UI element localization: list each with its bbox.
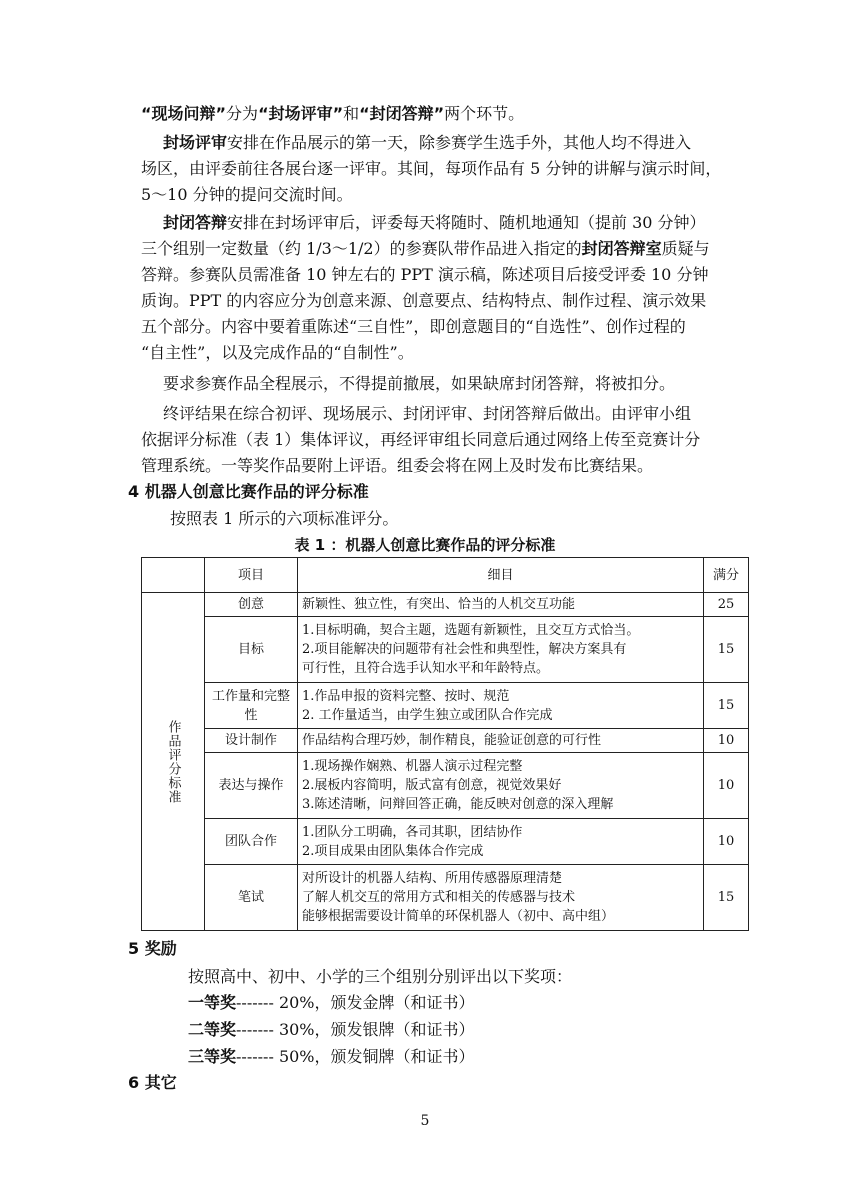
paragraph-3-line-2: 三个组别一定数量（约 1/3～1/2）的参赛队带作品进入指定的封闭答辩室质疑与 — [141, 239, 710, 258]
row-detail: 作品结构合理巧妙，制作精良，能验证创意的可行性 — [298, 729, 704, 753]
table-header-row — [142, 558, 749, 593]
paragraph-1: “现场问辩”分为“封场评审”和“封闭答辩”两个环节。 — [141, 104, 525, 123]
paragraph-5-line-1: 终评结果在综合初评、现场展示、封闭评审、封闭答辩后做出。由评审小组 — [163, 404, 692, 423]
row-item: 团队合作 — [205, 819, 298, 865]
award-second: 二等奖------- 30%，颁发银牌（和证书） — [188, 1020, 475, 1039]
paragraph-3-line-3: 答辩。参赛队员需准备 10 钟左右的 PPT 演示稿，陈述项目后接受评委 10 分钟 — [141, 265, 709, 284]
row-score: 25 — [704, 593, 749, 617]
row-score: 10 — [704, 819, 749, 865]
row-score: 15 — [704, 865, 749, 931]
award-third: 三等奖------- 50%，颁发铜牌（和证书） — [188, 1047, 475, 1066]
scoring-table — [141, 557, 749, 931]
section-6-heading: 6 其它 — [128, 1073, 177, 1092]
paragraph-2-line-2: 场区，由评委前往各展台逐一评审。其间，每项作品有 5 分钟的讲解与演示时间， — [141, 159, 722, 178]
row-detail: 1.目标明确，契合主题，选题有新颖性，且交互方式恰当。 2.项目能解决的问题带有社会性和典型性，解决方案具有 可行性，且符合选手认知水平和年龄特点。 — [298, 617, 704, 683]
paragraph-3-line-1: 封闭答辩安排在封场评审后，评委每天将随时、随机地通知（提前 30 分钟） — [163, 213, 706, 232]
header-detail: 细目 — [298, 558, 704, 593]
section-5-intro: 按照高中、初中、小学的三个组别分别评出以下奖项： — [188, 967, 573, 986]
header-score: 满分 — [704, 558, 749, 593]
row-item: 设计制作 — [205, 729, 298, 753]
award-first: 一等奖------- 20%，颁发金牌（和证书） — [188, 993, 475, 1012]
row-score: 15 — [704, 683, 749, 729]
paragraph-3-line-5: 五个部分。内容中要着重陈述“三自性”，即创意题目的“自选性”、创作过程的 — [141, 317, 686, 336]
section-4-intro: 按照表 1 所示的六项标准评分。 — [170, 509, 399, 528]
row-score: 15 — [704, 617, 749, 683]
table-row — [142, 819, 749, 865]
table-caption: 表 1 ：机器人创意比赛作品的评分标准 — [294, 536, 556, 554]
paragraph-3-line-6: “自主性”，以及完成作品的“自制性”。 — [141, 343, 414, 362]
header-blank — [142, 558, 205, 593]
row-item: 表达与操作 — [205, 753, 298, 819]
header-item: 项目 — [205, 558, 298, 593]
table-row — [142, 593, 749, 617]
row-detail: 1.现场操作娴熟、机器人演示过程完整 2.展板内容简明，版式富有创意，视觉效果好 3.陈述清晰，问辩回答正确，能反映对创意的深入理解 — [298, 753, 704, 819]
row-item: 工作量和完整性 — [205, 683, 298, 729]
row-detail: 对所设计的机器人结构、所用传感器原理清楚 了解人机交互的常用方式和相关的传感器与技术 能够根据需要设计简单的环保机器人（初中、高中组） — [298, 865, 704, 931]
table-row — [142, 729, 749, 753]
row-detail: 1.团队分工明确，各司其职，团结协作 2.项目成果由团队集体合作完成 — [298, 819, 704, 865]
section-5-heading: 5 奖励 — [128, 939, 177, 958]
paragraph-5-line-3: 管理系统。一等奖作品要附上评语。组委会将在网上及时发布比赛结果。 — [141, 456, 654, 475]
row-item: 目标 — [205, 617, 298, 683]
table-row — [142, 865, 749, 931]
row-item: 创意 — [205, 593, 298, 617]
paragraph-3-line-4: 质询。PPT 的内容应分为创意来源、创意要点、结构特点、制作过程、演示效果 — [141, 291, 707, 310]
category-label: 作品评分标准 — [165, 719, 181, 804]
category-cell — [142, 593, 205, 931]
paragraph-4: 要求参赛作品全程展示，不得提前撤展，如果缺席封闭答辩，将被扣分。 — [163, 374, 676, 393]
page-number: 5 — [420, 1113, 430, 1129]
row-detail: 1.作品申报的资料完整、按时、规范 2. 工作量适当，由学生独立或团队合作完成 — [298, 683, 704, 729]
paragraph-2-line-1: 封场评审安排在作品展示的第一天，除参赛学生选手外，其他人均不得进入 — [163, 133, 692, 152]
table-row — [142, 753, 749, 819]
row-score: 10 — [704, 753, 749, 819]
section-4-heading: 4 机器人创意比赛作品的评分标准 — [128, 482, 369, 501]
row-detail: 新颖性、独立性，有突出、恰当的人机交互功能 — [298, 593, 704, 617]
paragraph-2-line-3: 5～10 分钟的提问交流时间。 — [141, 185, 353, 204]
term-onsite-defense: “现场问辩” — [141, 104, 227, 123]
row-score: 10 — [704, 729, 749, 753]
row-item: 笔试 — [205, 865, 298, 931]
table-row — [142, 617, 749, 683]
paragraph-5-line-2: 依据评分标准（表 1）集体评议，再经评审组长同意后通过网络上传至竞赛计分 — [141, 430, 701, 449]
table-row — [142, 683, 749, 729]
